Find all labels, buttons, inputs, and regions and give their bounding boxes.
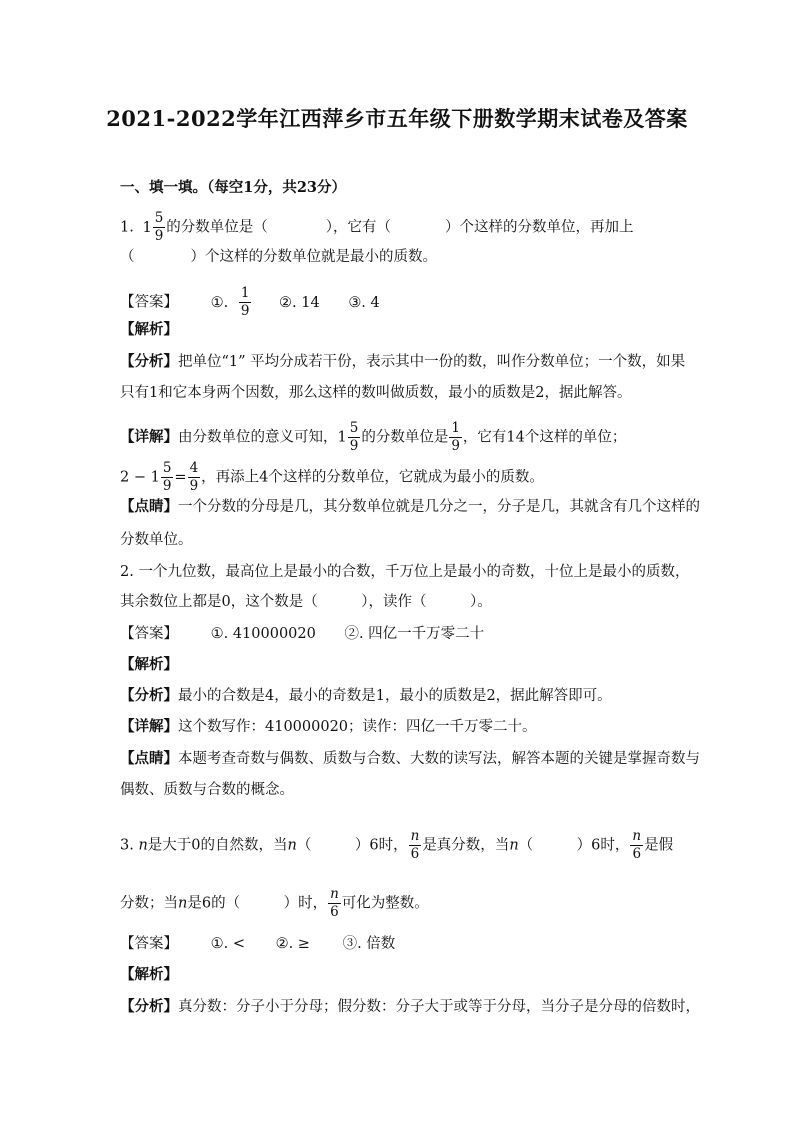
fenxi-line (120, 997, 700, 1017)
question-text: （ ）6时， (518, 837, 630, 854)
xiangjie-line (120, 717, 680, 737)
xiangjie-text: ，它有14个这样的单位； (462, 429, 627, 446)
fraction (153, 210, 166, 245)
question-3-line2 (120, 886, 680, 921)
fenxi-label: 【分析】 (120, 687, 178, 704)
equals-sign: = (174, 469, 187, 486)
question-text: ），它有（ (325, 219, 392, 236)
denominator: 9 (349, 438, 359, 454)
numerator: 5 (154, 210, 164, 226)
dianjing-label: 【点睛】 (120, 750, 178, 767)
variable-n: n (287, 837, 297, 854)
answer-item: ②. ≥ (275, 936, 310, 952)
question-text: （ ）6时， (296, 837, 408, 854)
numerator: 1 (240, 285, 250, 301)
dianjing-line: 分数单位。 (120, 532, 193, 548)
answer-row (120, 624, 680, 644)
denominator: 9 (189, 478, 199, 494)
question-1-line2 (120, 247, 680, 267)
dianjing-text: 一个分数的分母是几，其分数单位就是几分之一，分子是几，其就含有几个这样的 (178, 499, 700, 515)
fraction (348, 420, 361, 455)
denominator: 9 (451, 438, 460, 454)
dianjing-line (120, 497, 700, 517)
question-text: 的分数单位是（ (166, 219, 268, 236)
answer-item: ①. 410000020 (210, 626, 316, 642)
dianjing-line (120, 749, 700, 769)
dianjing-line: 偶数、质数与合数的概念。 (120, 782, 294, 798)
question-text: 可化为整数。 (341, 895, 429, 912)
question-text: 分数；当 (120, 895, 178, 912)
answer-label: 【答案】 (120, 936, 178, 952)
fraction (239, 285, 252, 320)
question-1 (120, 210, 680, 245)
fraction (630, 828, 643, 863)
section-heading: 一、填一填。（每空1分，共23分） (120, 179, 347, 196)
denominator: 6 (330, 904, 339, 920)
question-text: ）个这样的分数单位就是最小的质数。 (190, 249, 437, 265)
fenxi-line (120, 352, 686, 372)
answer-item: ②. 14 (279, 294, 320, 311)
question-text: ）个这样的分数单位，再加上 (445, 219, 634, 236)
xiangjie-label: 【详解】 (120, 718, 178, 735)
numerator: n (330, 886, 339, 902)
variable-n: n (178, 895, 188, 912)
fenxi-line (120, 686, 680, 706)
fenxi-text: 把单位“1” 平均分成若干份，表示其中一份的数，叫作分数单位；一个数，如果 (178, 354, 686, 370)
question-text: 是真分数，当 (422, 837, 510, 854)
analysis-heading: 【解析】 (120, 321, 178, 338)
equation-text: 2 − 1 (120, 469, 160, 486)
answer-item: ①. (210, 294, 229, 311)
fraction (328, 886, 341, 921)
xiangjie-label: 【详解】 (120, 428, 178, 446)
fraction (449, 420, 462, 455)
fraction (161, 460, 174, 495)
question-text: 是6的（ ）时， (187, 895, 328, 912)
question-text: 是假 (644, 837, 674, 854)
analysis-heading: 【解析】 (120, 966, 178, 983)
numerator: n (632, 828, 642, 844)
variable-n: n (138, 837, 148, 854)
answer-label: 【答案】 (120, 294, 178, 311)
numerator: 5 (162, 460, 172, 476)
numerator: 5 (349, 420, 359, 436)
fraction (188, 460, 201, 495)
answer-row (120, 934, 680, 954)
question-number: 1. (120, 219, 134, 236)
fraction (409, 828, 422, 863)
xiangjie-line (120, 420, 680, 455)
numerator: 1 (451, 420, 460, 436)
question-2: 2. 一个九位数，最高位上是最小的合数，千万位上是最小的奇数，十位上是最小的质数， (120, 564, 690, 580)
dianjing-text: 本题考查奇数与偶数、质数与合数、大数的读写法，解答本题的关键是掌握奇数与 (178, 751, 700, 767)
question-text: 是大于0的自然数，当 (147, 837, 288, 854)
xiangjie-text: 由分数单位的意义可知， (178, 429, 338, 446)
question-text: （ (120, 249, 135, 265)
fenxi-line: 只有1和它本身两个因数，那么这样的数叫做质数，最小的质数是2，据此解答。 (120, 385, 632, 401)
question-number: 3. (120, 837, 134, 854)
xiangjie-text: 的分数单位是 (361, 429, 449, 446)
question-2-line2: 其余数位上都是0，这个数是（ ），读作（ ）。 (120, 594, 492, 610)
xiangjie-text: 这个数写作：410000020；读作：四亿一千万零二十。 (178, 719, 537, 735)
denominator: 9 (240, 303, 250, 319)
numerator: 4 (189, 460, 199, 476)
denominator: 9 (154, 228, 164, 244)
question-3 (120, 828, 680, 863)
fenxi-label: 【分析】 (120, 353, 178, 370)
mixed-whole: 1 (142, 219, 152, 236)
answer-item: ②. 四亿一千万零二十 (344, 626, 485, 642)
denominator: 6 (632, 846, 642, 862)
fenxi-label: 【分析】 (120, 998, 178, 1015)
equation-text: ，再添上4个这样的分数单位，它就成为最小的质数。 (201, 469, 544, 486)
variable-n: n (509, 837, 519, 854)
dianjing-label: 【点睛】 (120, 498, 178, 515)
answer-item: ①. < (210, 936, 245, 952)
answer-item: ③. 4 (348, 294, 380, 311)
answer-row (120, 285, 680, 320)
fenxi-text: 最小的合数是4，最小的奇数是1，最小的质数是2，据此解答即可。 (178, 688, 612, 704)
answer-label: 【答案】 (120, 626, 178, 642)
mixed-whole: 1 (337, 429, 347, 446)
equation-line (120, 460, 680, 495)
numerator: n (410, 828, 420, 844)
fenxi-text: 真分数：分子小于分母；假分数：分子大于或等于分母，当分子是分母的倍数时， (178, 999, 700, 1015)
denominator: 6 (410, 846, 420, 862)
answer-item: ③. 倍数 (342, 936, 396, 952)
analysis-heading: 【解析】 (120, 656, 178, 673)
page-title: 2021-2022学年江西萍乡市五年级下册数学期末试卷及答案 (106, 106, 688, 131)
denominator: 9 (162, 478, 172, 494)
